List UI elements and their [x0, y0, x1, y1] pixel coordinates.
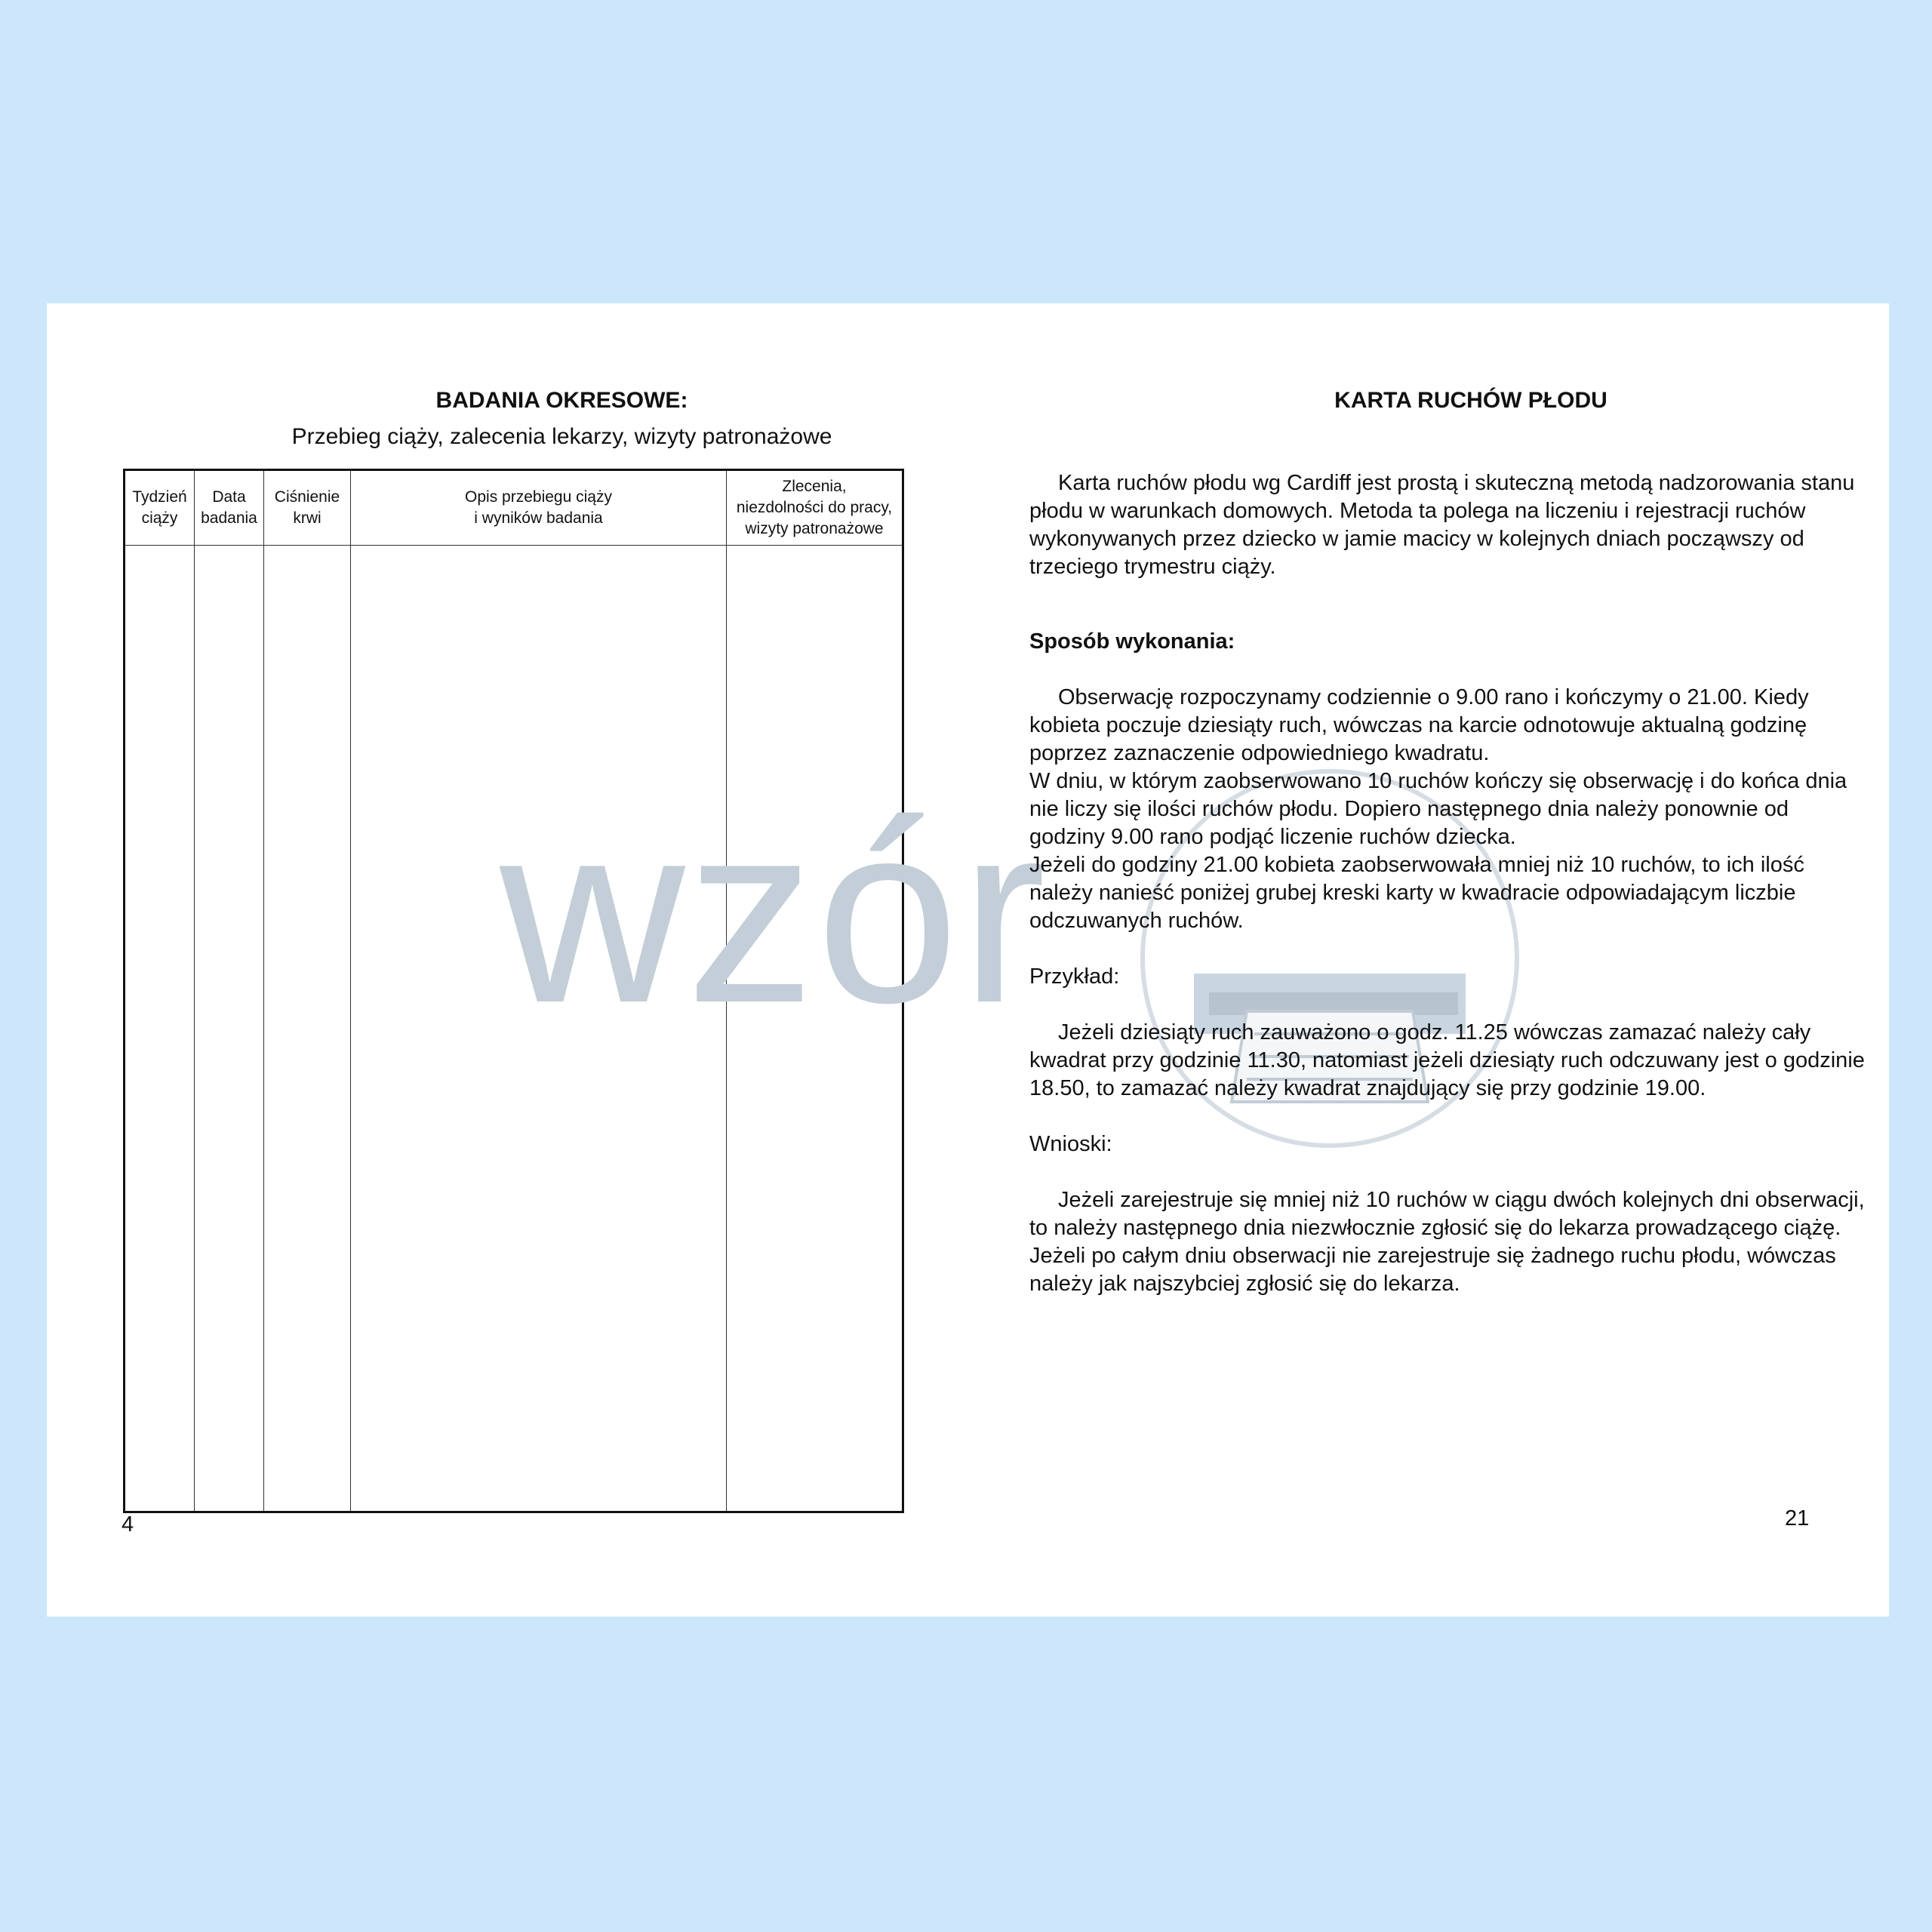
conclusions-paragraph-1: Jeżeli zarejestruje się mniej niż 10 ruchów w ciągu dwóch kolejnych dni obserwacji, to należy następnego dnia niezwłocznie zgłosić się do lekarza prowadzącego ciążę. [1029, 1188, 1865, 1240]
method-paragraph-1: Obserwację rozpoczynamy codziennie o 9.00 rano i kończymy o 21.00. Kiedy kobieta poczuje dziesiąty ruch, wówczas na karcie odnotowuje aktualną godzinę poprzez zaznaczenie odpowiedniego kwadratu. [1029, 685, 1809, 765]
page-number-right: 21 [1785, 1506, 1810, 1531]
method-heading: Sposób wykonania: [1029, 629, 1235, 654]
example-heading: Przykład: [1029, 964, 1120, 989]
conclusions-paragraph-2: Jeżeli po całym dniu obserwacji nie zarejestruje się żadnego ruchu płodu, wówczas należy jak najszybciej zgłosić się do lekarza. [1029, 1244, 1836, 1296]
intro-paragraph: Karta ruchów płodu wg Cardiff jest prostą i skuteczną metodą nadzorowania stanu płodu w warunkach domowych. Metoda ta polega na liczeniu i rejestracji ruchów wykonywanych przez dziecko w jamie macicy w kolejnych dniach począwszy od trzeciego trymestru ciąży. [1029, 471, 1855, 579]
method-paragraph-2: W dniu, w którym zaobserwowano 10 ruchów kończy się obserwację i do końca dnia nie liczy się ilości ruchów płodu. Dopiero następnego dnia należy ponownie od godziny 9.00 rano podjąć liczenie ruchów dziecka. [1029, 769, 1847, 849]
table-column-cell [264, 546, 351, 1511]
page-number-left: 4 [122, 1512, 134, 1537]
right-page-title: KARTA RUCHÓW PŁODU [1334, 388, 1607, 413]
document-spread [47, 303, 1889, 1617]
method-paragraph-3: Jeżeli do godziny 21.00 kobieta zaobserwowała mniej niż 10 ruchów, to ich ilość należy nanieść poniżej grubej kreski karty w kwadracie odpowiadającym liczbie odczuwanych ruchów. [1029, 853, 1804, 933]
table-column-cell [125, 546, 195, 1511]
example-paragraph: Jeżeli dziesiąty ruch zauważono o godz. 11.25 wówczas zamazać należy cały kwadrat przy godzinie 11.30, natomiast jeżeli dziesiąty ruch odczuwany jest o godzinie 18.50, to zamazać należy kwadrat znajdujący się przy godzinie 19.00. [1029, 1020, 1865, 1100]
watermark-text: wzór [500, 770, 1048, 1057]
header-pregnancy-description: Opis przebiegu ciąży i wyników badania [351, 471, 727, 546]
left-page-subtitle: Przebieg ciąży, zalecenia lekarzy, wizyty patronażowe [291, 424, 832, 449]
conclusions-heading: Wnioski: [1029, 1132, 1112, 1156]
table-column-cell [195, 546, 264, 1511]
header-orders-visits: Zlecenia, niezdolności do pracy, wizyty patronażowe [727, 471, 902, 546]
header-blood-pressure: Ciśnienie krwi [264, 471, 351, 546]
header-exam-date: Data badania [195, 471, 264, 546]
left-page-title: BADANIA OKRESOWE: [435, 388, 688, 413]
header-pregnancy-week: Tydzień ciąży [125, 471, 195, 546]
right-page-body [1029, 469, 1867, 1298]
